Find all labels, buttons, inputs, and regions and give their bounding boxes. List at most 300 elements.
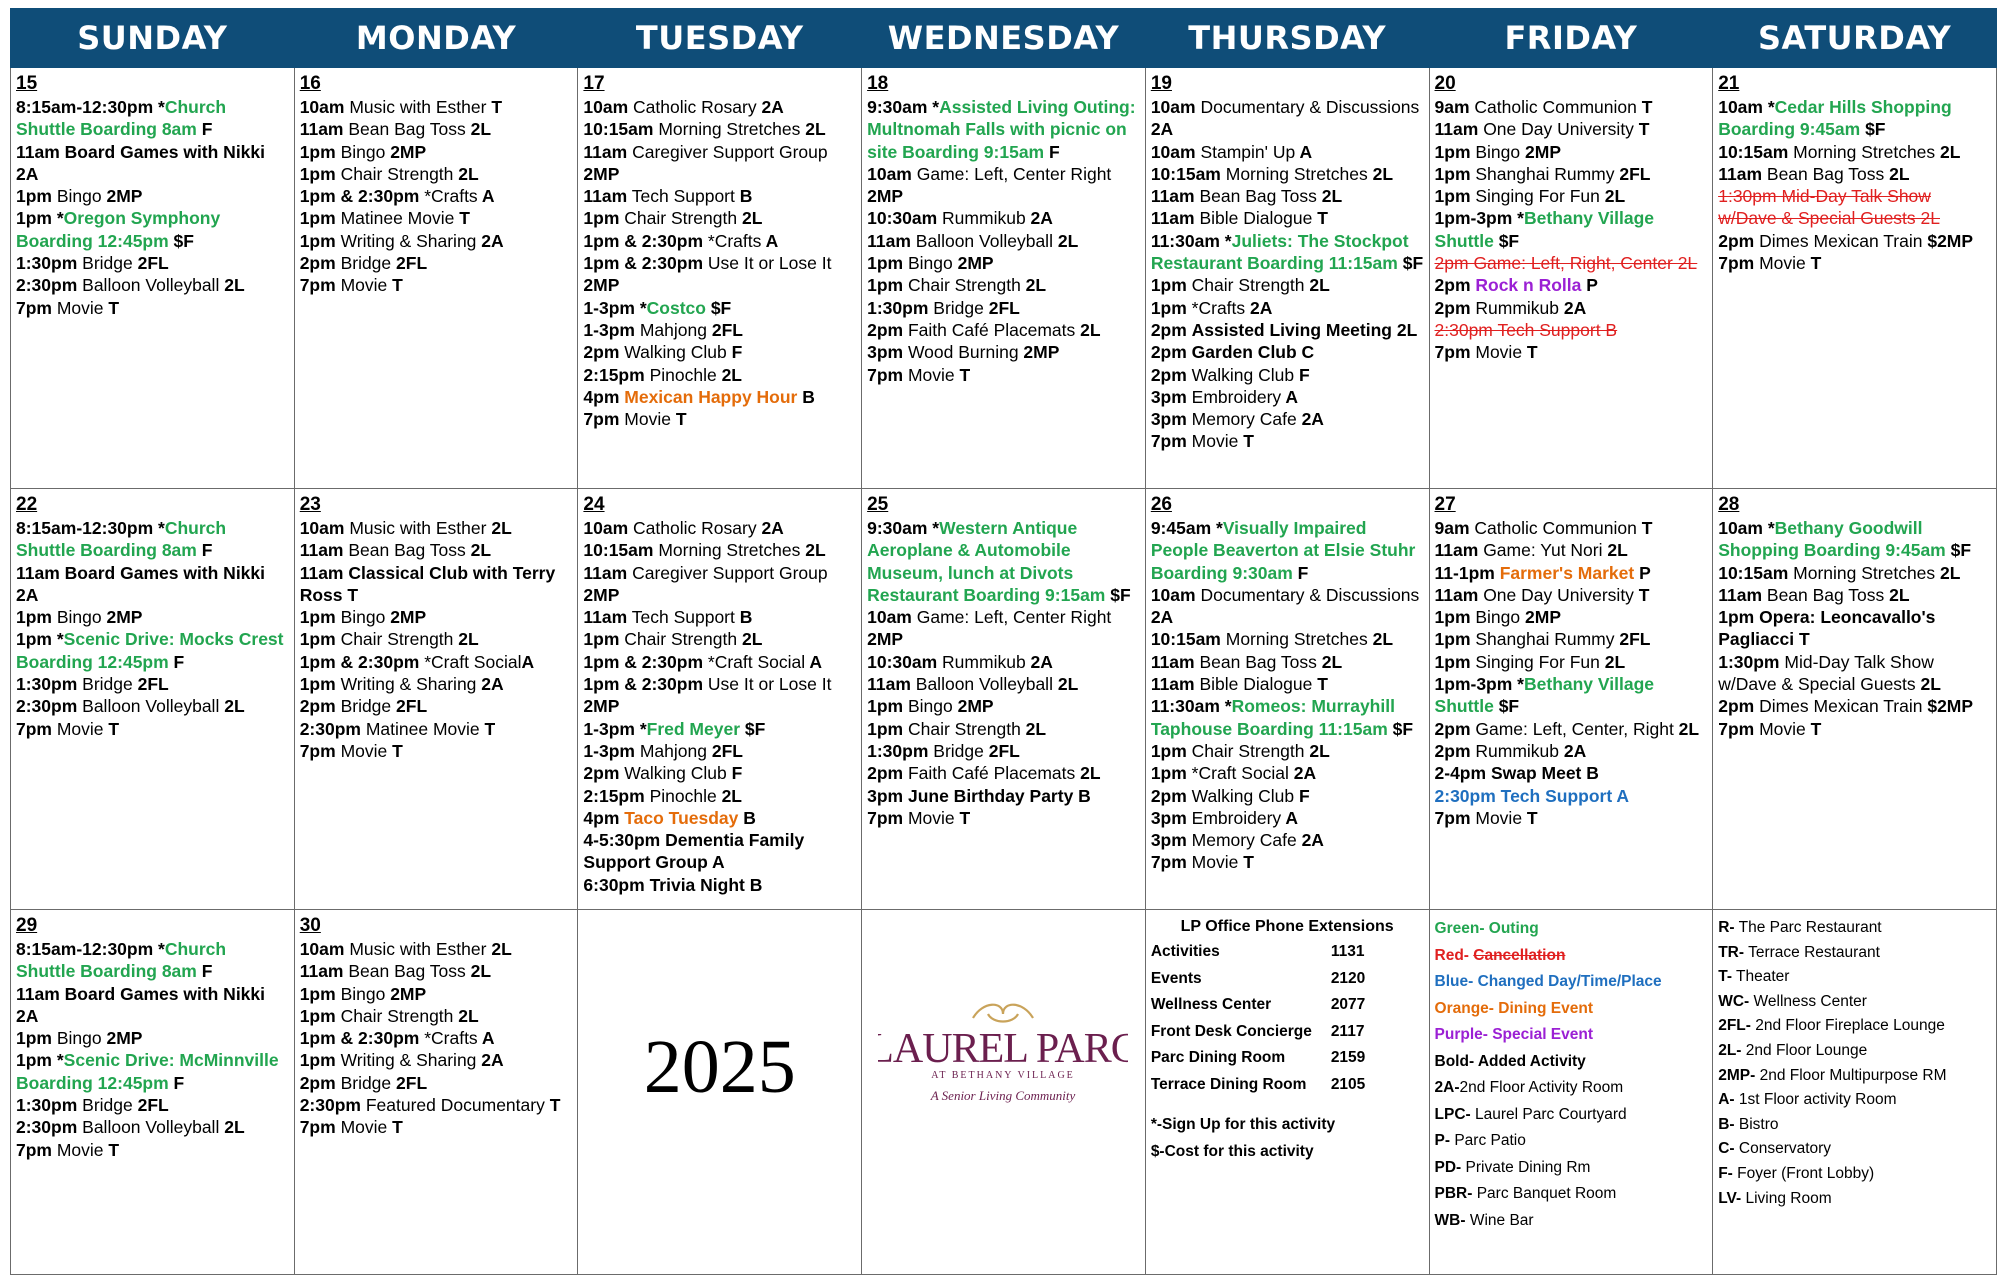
phone-extension-name: Parc Dining Room bbox=[1150, 1049, 1286, 1066]
event-time: 10am bbox=[867, 607, 912, 628]
event-location: T bbox=[103, 297, 120, 318]
event-name: Embroidery bbox=[1191, 386, 1282, 407]
event-name: Bridge bbox=[82, 674, 133, 695]
event-name: Bean Bag Toss bbox=[348, 119, 466, 140]
event-location: $2MP bbox=[1922, 230, 1974, 251]
event-location: 2L bbox=[1367, 629, 1394, 650]
legend-item bbox=[1718, 941, 1991, 966]
event-time: 11am bbox=[583, 607, 628, 628]
event-item bbox=[16, 1049, 289, 1094]
legend-item bbox=[1718, 990, 1991, 1015]
event-item bbox=[583, 651, 856, 673]
legend-desc: Foyer (Front Lobby) bbox=[1732, 1164, 1875, 1182]
event-location: 2L bbox=[716, 785, 742, 806]
event-location: 2FL bbox=[391, 253, 428, 274]
legend-label: Green- Outing bbox=[1434, 920, 1539, 937]
event-item bbox=[867, 96, 1140, 163]
event-item bbox=[583, 230, 856, 252]
event-item bbox=[300, 673, 573, 695]
event-time: 2:30pm bbox=[16, 1117, 78, 1138]
event-location: T bbox=[1636, 518, 1653, 538]
event-item bbox=[1435, 163, 1708, 185]
event-time: 1-3pm bbox=[583, 297, 635, 318]
legend-label: P- Parc Patio bbox=[1434, 1132, 1526, 1149]
event-item bbox=[1151, 185, 1424, 207]
event-name: Cedar Hills Shopping Boarding 9:45am bbox=[1718, 97, 1952, 140]
legend-code: F- bbox=[1718, 1164, 1733, 1182]
event-item bbox=[867, 319, 1140, 341]
event-item bbox=[1151, 408, 1424, 430]
event-item bbox=[300, 118, 573, 140]
event-name: Bingo bbox=[340, 983, 386, 1004]
event-time: 1pm bbox=[867, 718, 904, 739]
event-item bbox=[300, 651, 573, 673]
event-time: 7pm bbox=[1718, 718, 1755, 739]
event-item bbox=[583, 141, 856, 186]
event-location: 2L bbox=[1599, 186, 1626, 207]
event-location: 2L bbox=[1316, 651, 1343, 672]
event-item bbox=[1435, 252, 1708, 274]
event-location: 2FL bbox=[132, 253, 169, 274]
phone-extension-row bbox=[1151, 992, 1424, 1019]
event-item bbox=[300, 606, 573, 628]
phone-extension-number: 2077 bbox=[1330, 996, 1366, 1013]
phone-extensions-title: LP Office Phone Extensions bbox=[1180, 918, 1394, 935]
event-name: Mid-Day Talk Show w/Dave & Special Guests bbox=[1718, 651, 1934, 695]
event-name: Bingo bbox=[907, 253, 953, 274]
legend-label: PD- Private Dining Rm bbox=[1434, 1158, 1591, 1176]
event-name: Game: Left, Center, Right bbox=[1475, 718, 1674, 739]
legend-item bbox=[1435, 943, 1708, 970]
event-item bbox=[867, 341, 1140, 363]
event-time: 1pm bbox=[583, 629, 620, 650]
event-name: Morning Stretches bbox=[658, 119, 801, 140]
event-time: 7pm bbox=[299, 740, 336, 761]
event-name: Church Shuttle Boarding 8am bbox=[16, 939, 227, 982]
event-name: Movie bbox=[56, 718, 104, 739]
event-location: $F bbox=[1105, 584, 1131, 605]
event-time: 1pm bbox=[1434, 141, 1471, 162]
event-item bbox=[1151, 807, 1424, 829]
legend-code: B- bbox=[1718, 1115, 1735, 1133]
date-number: 30 bbox=[299, 915, 321, 936]
event-item bbox=[1435, 319, 1708, 341]
event-name: Bingo bbox=[56, 607, 102, 628]
event-time: 1pm bbox=[299, 674, 336, 695]
event-name: Bible Dialogue bbox=[1199, 208, 1313, 229]
svg-text:LAUREL PARC: LAUREL PARC bbox=[878, 1026, 1129, 1072]
legend-desc: 2nd Floor Fireplace Lounge bbox=[1750, 1017, 1945, 1035]
event-location: 2L bbox=[465, 540, 492, 561]
event-location: B bbox=[734, 186, 753, 207]
event-location: 2L bbox=[1391, 319, 1418, 340]
event-time: 3pm bbox=[867, 785, 904, 806]
event-time: 2pm bbox=[1150, 342, 1187, 363]
event-name: Assisted Living Outing: Multnomah Falls with picnic on site Boarding 9:15am bbox=[867, 97, 1136, 162]
event-time: 11am bbox=[299, 562, 344, 583]
event-location: 2L bbox=[800, 119, 826, 140]
legend-desc: 2nd Floor Multipurpose RM bbox=[1755, 1066, 1947, 1084]
event-name: Stampin' Up bbox=[1200, 141, 1296, 162]
event-name: Music with Esther bbox=[349, 518, 487, 538]
event-location: 2FL bbox=[706, 740, 743, 761]
event-name: Movie bbox=[56, 297, 104, 318]
event-location: F bbox=[1294, 785, 1310, 806]
legend-code: 2L- bbox=[1718, 1041, 1742, 1059]
event-time: 2pm bbox=[867, 763, 904, 784]
event-name: Mahjong bbox=[639, 319, 707, 340]
event-item bbox=[583, 297, 856, 319]
event-time: 7pm bbox=[299, 275, 336, 296]
event-item bbox=[867, 230, 1140, 252]
event-name: Bingo bbox=[340, 141, 386, 162]
event-item bbox=[16, 207, 289, 252]
event-item bbox=[300, 1094, 573, 1116]
event-item bbox=[16, 1027, 289, 1049]
event-item bbox=[16, 673, 289, 695]
date-number: 23 bbox=[299, 494, 321, 515]
event-time: 2:30pm bbox=[1434, 785, 1496, 806]
event-name: Documentary & Discussions bbox=[1200, 97, 1420, 117]
event-time: 1pm bbox=[1150, 275, 1187, 296]
event-location: T bbox=[486, 97, 503, 117]
day-cell bbox=[294, 68, 578, 489]
phone-extension-row bbox=[1151, 966, 1424, 993]
event-time: 2pm bbox=[299, 696, 336, 717]
legend-item bbox=[1718, 965, 1991, 990]
event-item bbox=[300, 1116, 573, 1138]
event-item bbox=[1435, 539, 1708, 561]
event-location: B bbox=[1581, 763, 1599, 784]
event-item bbox=[1151, 430, 1424, 452]
event-name: Tech Support A bbox=[1500, 785, 1629, 806]
event-item bbox=[1151, 584, 1424, 629]
phone-extension-number: 2159 bbox=[1330, 1049, 1366, 1066]
event-item bbox=[300, 628, 573, 650]
event-item bbox=[1151, 341, 1424, 363]
event-item bbox=[16, 628, 289, 673]
event-location: $F bbox=[1945, 540, 1972, 561]
event-name: Movie bbox=[907, 364, 955, 385]
event-location: 2A bbox=[1025, 208, 1053, 229]
event-name: Bingo bbox=[56, 1028, 102, 1049]
event-time: 1pm bbox=[1434, 629, 1471, 650]
signup-note: *-Sign Up for this activity bbox=[1150, 1116, 1336, 1133]
event-time: 1pm & 2:30pm bbox=[299, 186, 420, 207]
event-item bbox=[1435, 651, 1708, 673]
legend-item bbox=[1435, 1102, 1708, 1129]
event-name: Oregon Symphony Boarding 12:45pm bbox=[16, 208, 221, 251]
date-number: 21 bbox=[1718, 73, 1740, 94]
event-location: T bbox=[1636, 97, 1653, 117]
event-location: 2A bbox=[1150, 119, 1174, 140]
event-time: 11am bbox=[1718, 584, 1763, 605]
event-time: 2:30pm bbox=[16, 696, 78, 717]
event-name: Chair Strength bbox=[1191, 740, 1305, 761]
event-location: T bbox=[1805, 253, 1822, 274]
event-time: 11am bbox=[1434, 540, 1479, 561]
calendar-table bbox=[10, 8, 1997, 1275]
legend-code: 2FL- bbox=[1718, 1017, 1751, 1035]
event-location: 2A bbox=[1559, 297, 1587, 318]
event-time: 1pm bbox=[16, 1050, 52, 1071]
event-name: Pinochle bbox=[649, 364, 717, 385]
event-location: A bbox=[521, 651, 535, 672]
event-name: Dimes Mexican Train bbox=[1759, 230, 1923, 251]
phone-extension-list bbox=[1151, 939, 1424, 1098]
event-location: 2FL bbox=[391, 1072, 428, 1093]
event-name: Shanghai Rummy bbox=[1475, 163, 1615, 184]
event-location: 2L bbox=[1884, 584, 1910, 605]
day-cell bbox=[294, 910, 578, 1275]
event-name: Catholic Communion bbox=[1474, 518, 1637, 538]
event-sep: * bbox=[1762, 518, 1775, 538]
event-location: 2FL bbox=[391, 696, 428, 717]
event-location: 2L bbox=[1020, 718, 1047, 739]
event-location: 2L bbox=[1599, 651, 1626, 672]
event-location: T bbox=[1522, 807, 1538, 828]
event-item bbox=[1435, 517, 1708, 539]
event-time: 1pm bbox=[1150, 297, 1187, 318]
event-time: 10am bbox=[299, 97, 345, 117]
event-item bbox=[867, 297, 1140, 319]
day-cell bbox=[1713, 489, 1997, 910]
event-time: 10am bbox=[583, 97, 629, 117]
laurel-parc-logo bbox=[867, 996, 1140, 1121]
event-location: F bbox=[168, 651, 185, 672]
event-location: 2MP bbox=[385, 141, 427, 162]
event-time: 1:30pm bbox=[867, 297, 929, 318]
event-time: 11am bbox=[16, 141, 60, 162]
phone-extension-row bbox=[1151, 1019, 1424, 1046]
event-name: Bingo bbox=[907, 696, 953, 717]
event-name: Caregiver Support Group bbox=[632, 562, 828, 583]
event-location: F bbox=[196, 540, 213, 561]
event-time: 2:30pm bbox=[1434, 319, 1493, 340]
event-location: 2L bbox=[1367, 163, 1394, 184]
event-name: Bean Bag Toss bbox=[1766, 584, 1885, 605]
event-location: 2A bbox=[1288, 763, 1317, 784]
event-name: Rummikub bbox=[942, 651, 1026, 672]
event-time: 10am bbox=[1718, 97, 1763, 117]
event-location: T bbox=[1633, 119, 1650, 140]
event-time: 7pm bbox=[16, 297, 52, 318]
event-time: 2-4pm bbox=[1434, 763, 1487, 784]
event-time: 1pm bbox=[299, 141, 336, 162]
logo-emblem-icon bbox=[878, 996, 1128, 1116]
event-time: 2pm bbox=[299, 1072, 336, 1093]
event-time: 10:30am bbox=[867, 651, 938, 672]
event-name: Balloon Volleyball bbox=[82, 696, 220, 717]
event-name: Bingo bbox=[1475, 141, 1521, 162]
location-legend bbox=[1718, 916, 1991, 1211]
event-location: 2L bbox=[453, 1005, 479, 1026]
event-sep: * bbox=[1219, 230, 1232, 251]
event-item bbox=[1435, 185, 1708, 207]
event-location: 2A bbox=[476, 1050, 504, 1071]
event-item bbox=[1718, 185, 1991, 230]
event-item bbox=[1435, 207, 1708, 252]
event-item bbox=[583, 718, 856, 740]
event-item bbox=[583, 386, 856, 408]
legend-item bbox=[1718, 1014, 1991, 1039]
year-cell bbox=[578, 910, 862, 1275]
event-item bbox=[300, 695, 573, 717]
day-cell bbox=[11, 910, 295, 1275]
event-time: 10am bbox=[299, 518, 345, 538]
event-item bbox=[1435, 584, 1708, 606]
event-name: Faith Café Placemats bbox=[907, 319, 1076, 340]
event-location: F bbox=[196, 961, 213, 982]
event-time: 10am bbox=[583, 518, 629, 538]
legend-item bbox=[1718, 1088, 1991, 1113]
event-item bbox=[300, 539, 573, 561]
event-time: 11-1pm bbox=[1434, 562, 1495, 583]
event-item bbox=[867, 785, 1140, 807]
cancelled-event bbox=[1718, 186, 1940, 228]
event-item bbox=[300, 1049, 573, 1071]
event-location: T bbox=[670, 409, 687, 430]
date-number: 17 bbox=[583, 73, 605, 94]
event-item bbox=[300, 185, 573, 207]
event-name: Dementia Family Support Group bbox=[583, 830, 805, 873]
legend-code: LV- bbox=[1718, 1189, 1742, 1207]
event-location: $F bbox=[1493, 230, 1520, 251]
event-name: Chair Strength bbox=[340, 163, 454, 184]
event-name: Movie bbox=[1475, 807, 1523, 828]
event-item bbox=[583, 364, 856, 386]
phone-extension-name: Wellness Center bbox=[1150, 996, 1272, 1013]
event-item bbox=[1435, 807, 1708, 829]
event-item bbox=[300, 252, 573, 274]
event-location: 2L bbox=[1935, 141, 1961, 162]
event-name: Bridge bbox=[933, 740, 984, 761]
event-name: Bethany Village Shuttle bbox=[1434, 674, 1655, 717]
event-sep: * bbox=[927, 97, 940, 117]
phone-extension-name: Events bbox=[1150, 969, 1202, 987]
event-name: Bethany Goodwill Shopping Boarding 9:45am bbox=[1718, 518, 1946, 561]
legend-desc: Living Room bbox=[1741, 1189, 1832, 1207]
event-time: 1pm-3pm bbox=[1434, 208, 1513, 229]
event-item bbox=[1435, 740, 1708, 762]
event-name: Dimes Mexican Train bbox=[1759, 696, 1923, 717]
event-location: 2A bbox=[1150, 607, 1174, 628]
event-name: Mahjong bbox=[639, 740, 707, 761]
event-time: 10:15am bbox=[583, 540, 654, 561]
legend-item bbox=[1718, 1039, 1991, 1064]
event-name: Chair Strength bbox=[624, 629, 738, 650]
event-time: 11am bbox=[1150, 186, 1195, 207]
event-item bbox=[583, 118, 856, 140]
event-location: T bbox=[387, 1117, 403, 1138]
legend-code: TR- bbox=[1718, 943, 1745, 961]
event-name: Caregiver Support Group bbox=[632, 141, 828, 162]
event-name: Walking Club bbox=[1191, 785, 1295, 806]
event-name: Rock n Rolla bbox=[1475, 275, 1582, 296]
legend-item bbox=[1435, 1155, 1708, 1182]
event-name: *Crafts bbox=[424, 186, 478, 207]
event-name: One Day University bbox=[1483, 584, 1634, 605]
event-item bbox=[1718, 606, 1991, 651]
event-location: A bbox=[1281, 807, 1299, 828]
event-item bbox=[1151, 386, 1424, 408]
event-location: 2L bbox=[800, 540, 826, 561]
event-time: 1pm & 2:30pm bbox=[299, 651, 420, 672]
event-location: 2A bbox=[476, 674, 504, 695]
event-item bbox=[16, 96, 289, 141]
event-name: Chair Strength bbox=[624, 208, 738, 229]
event-name: *Craft Social bbox=[1191, 763, 1289, 784]
date-number: 29 bbox=[16, 915, 38, 936]
header-tuesday: TUESDAY bbox=[578, 9, 862, 68]
legend-desc: Conservatory bbox=[1734, 1140, 1832, 1158]
event-name: Bingo bbox=[1475, 607, 1521, 628]
event-item bbox=[1151, 96, 1424, 141]
event-time: 1pm & 2:30pm bbox=[299, 1028, 420, 1049]
event-name: Bethany Village Shuttle bbox=[1434, 208, 1655, 251]
event-name: Movie bbox=[1759, 718, 1806, 739]
event-item bbox=[867, 740, 1140, 762]
event-name: *Crafts bbox=[707, 230, 762, 251]
event-time: 1pm bbox=[16, 208, 52, 229]
event-item bbox=[1151, 829, 1424, 851]
event-location: 2L bbox=[1020, 275, 1047, 296]
event-location: T bbox=[103, 1139, 120, 1160]
event-time: 2:30pm bbox=[299, 1095, 361, 1116]
event-location: 2L bbox=[219, 275, 245, 296]
event-location: 2L bbox=[1935, 562, 1961, 583]
event-time: 11am bbox=[1150, 651, 1195, 672]
event-location: A bbox=[805, 651, 823, 672]
event-name: Bridge bbox=[340, 1072, 392, 1093]
event-time: 7pm bbox=[1150, 852, 1187, 873]
event-name: Movie bbox=[56, 1139, 104, 1160]
event-sep: * bbox=[51, 629, 64, 650]
event-location: T bbox=[387, 740, 403, 761]
event-time: 11am bbox=[299, 119, 344, 140]
event-name: Chair Strength bbox=[1191, 275, 1305, 296]
event-time: 11am bbox=[16, 562, 60, 583]
event-item bbox=[583, 185, 856, 207]
event-time: 3pm bbox=[867, 342, 904, 363]
event-item bbox=[1718, 96, 1991, 141]
event-name: Shanghai Rummy bbox=[1475, 629, 1615, 650]
event-item bbox=[1718, 584, 1991, 606]
event-time: 1pm bbox=[16, 186, 52, 207]
event-time: 11am bbox=[1718, 163, 1763, 184]
event-time: 7pm bbox=[16, 718, 52, 739]
event-time: 11am bbox=[583, 186, 628, 207]
event-name: Church Shuttle Boarding 8am bbox=[16, 97, 227, 140]
event-location: $2MP bbox=[1922, 696, 1974, 717]
legend-item bbox=[1435, 969, 1708, 996]
event-item bbox=[583, 628, 856, 650]
event-name: Matinee Movie bbox=[365, 718, 480, 739]
event-location: F bbox=[726, 763, 743, 784]
event-location: 2L bbox=[1052, 230, 1079, 251]
event-item bbox=[300, 718, 573, 740]
event-item bbox=[1435, 141, 1708, 163]
event-name: Walking Club bbox=[624, 763, 727, 784]
header-friday: FRIDAY bbox=[1429, 9, 1713, 68]
event-location: $F bbox=[1860, 119, 1886, 140]
event-item bbox=[300, 96, 573, 118]
event-location: F bbox=[168, 1072, 185, 1093]
event-item bbox=[867, 364, 1140, 386]
legend-label: LPC- Laurel Parc Courtyard bbox=[1434, 1105, 1627, 1123]
event-location: T bbox=[1805, 718, 1822, 739]
event-item bbox=[1435, 297, 1708, 319]
